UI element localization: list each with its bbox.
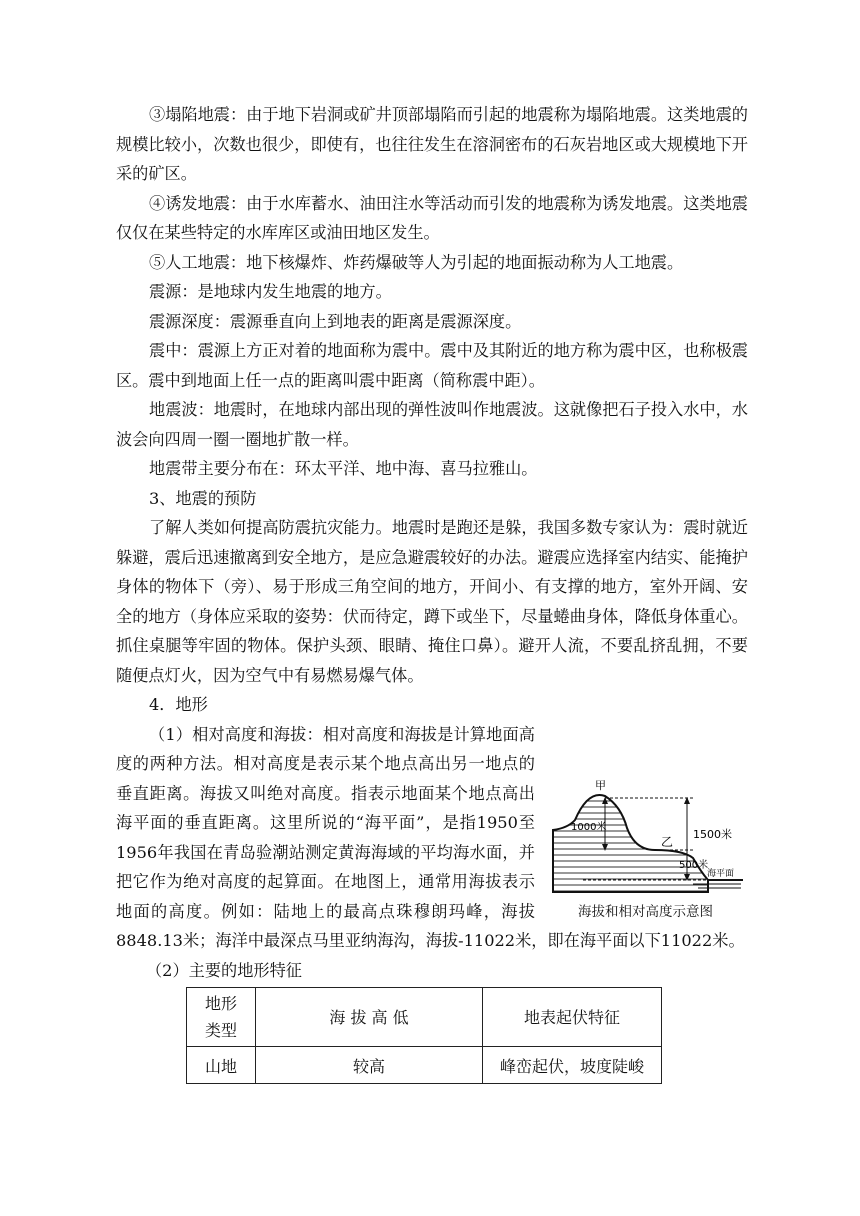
- header-relief: 地表起伏特征: [483, 988, 662, 1047]
- paragraph-seismic-belts: 地震带主要分布在：环太平洋、地中海、喜马拉雅山。: [149, 459, 538, 478]
- heading-terrain: 4．地形: [149, 695, 208, 714]
- heading-earthquake-prevention: 3、地震的预防: [149, 488, 257, 508]
- paragraph-induced-earthquake: ④诱发地震：由于水库蓄水、油田注水等活动而引发的地震称为诱发地震。这类地震仅仅在某些特定的水库库区或油田地区发生。: [116, 193, 748, 242]
- table-row: [187, 1047, 662, 1084]
- label-yi: 乙: [661, 834, 674, 849]
- heading-terrain-features: （2）主要的地形特征: [146, 960, 302, 980]
- label-1500m: 1500米: [693, 827, 732, 841]
- terrain-section: [116, 720, 748, 956]
- header-altitude: 海 拔 高 低: [256, 988, 483, 1047]
- label-sea-level: 海平面: [707, 868, 735, 879]
- paragraph-focal-depth: 震源深度：震源垂直向上到地表的距离是震源深度。: [149, 311, 522, 331]
- paragraph-artificial-earthquake: ⑤人工地震：地下核爆炸、炸药爆破等人为引起的地面振动称为人工地震。: [149, 252, 684, 272]
- terrain-table: [186, 987, 662, 1084]
- paragraph-altitude: （1）相对高度和海拔：相对高度和海拔是计算地面高度的两种方法。相对高度是表示某个地点高出另一地点的垂直距离。海拔又叫绝对高度。指表示地面某个地点高出海平面的垂直距离。这里所说的“海平面”，是指1950至1956年我国在青岛验潮站测定黄海海域的平均海水面，并把它作为绝对高度的起算面。在地图上，通常用海拔表示地面的高度。例如：陆地上的最高点珠穆朗玛峰，海拔8848.13米；海洋中最深点马里亚纳海沟，海拔-11022米，即在海平面以下11022米。: [116, 724, 745, 950]
- paragraph-epicenter: 震中：震源上方正对着的地面称为震中。震中及其附近的地方称为震中区，也称极震区。震中到地面上任一点的距离叫震中距离（简称震中距）。: [116, 341, 748, 390]
- paragraph-seismic-wave: 地震波：地震时，在地球内部出现的弹性波叫作地震波。这就像把石子投入水中，水波会向四周一圈一圈地扩散一样。: [116, 400, 748, 449]
- table-cell-relief: 峰峦起伏，坡度陡峻: [483, 1047, 662, 1084]
- paragraph-collapse-earthquake: ③塌陷地震：由于地下岩洞或矿井顶部塌陷而引起的地震称为塌陷地震。这类地震的规模比较小，次数也很少，即使有，也往往发生在溶洞密布的石灰岩地区或大规模地下开采的矿区。: [116, 105, 748, 183]
- document-page: [116, 100, 748, 1084]
- paragraph-prevention: 了解人类如何提高防震抗灾能力。地震时是跑还是躲，我国多数专家认为：震时就近躲避，震后迅速撤离到安全地方，是应急避震较好的办法。避震应选择室内结实、能掩护身体的物体下（旁）、易于形成三角空间的地方，开间小、有支撑的地方，室外开阔、安全的地方（身体应采取的姿势：伏而待定，蹲下或坐下，尽量蜷曲身体，降低身体重心。抓住桌腿等牢固的物体。保护头颈、眼睛、掩住口鼻）。避开人流，不要乱挤乱拥，不要随便点灯火，因为空气中有易燃易爆气体。: [116, 518, 748, 685]
- header-terrain-type: 地形 类型: [187, 988, 256, 1047]
- label-1000m: 1000米: [571, 821, 607, 833]
- table-header-row: [187, 988, 662, 1047]
- figure-caption: 海拔和相对高度示意图: [578, 903, 713, 920]
- altitude-diagram: [543, 780, 748, 898]
- paragraph-focus: 震源：是地球内发生地震的地方。: [149, 282, 392, 301]
- label-500m: 500米: [679, 859, 709, 871]
- terrain-profile: [553, 795, 708, 892]
- table-cell-type: 山地: [187, 1047, 256, 1084]
- label-jia: 甲: [595, 779, 606, 792]
- table-cell-altitude: 较高: [256, 1047, 483, 1084]
- altitude-figure: [543, 780, 748, 920]
